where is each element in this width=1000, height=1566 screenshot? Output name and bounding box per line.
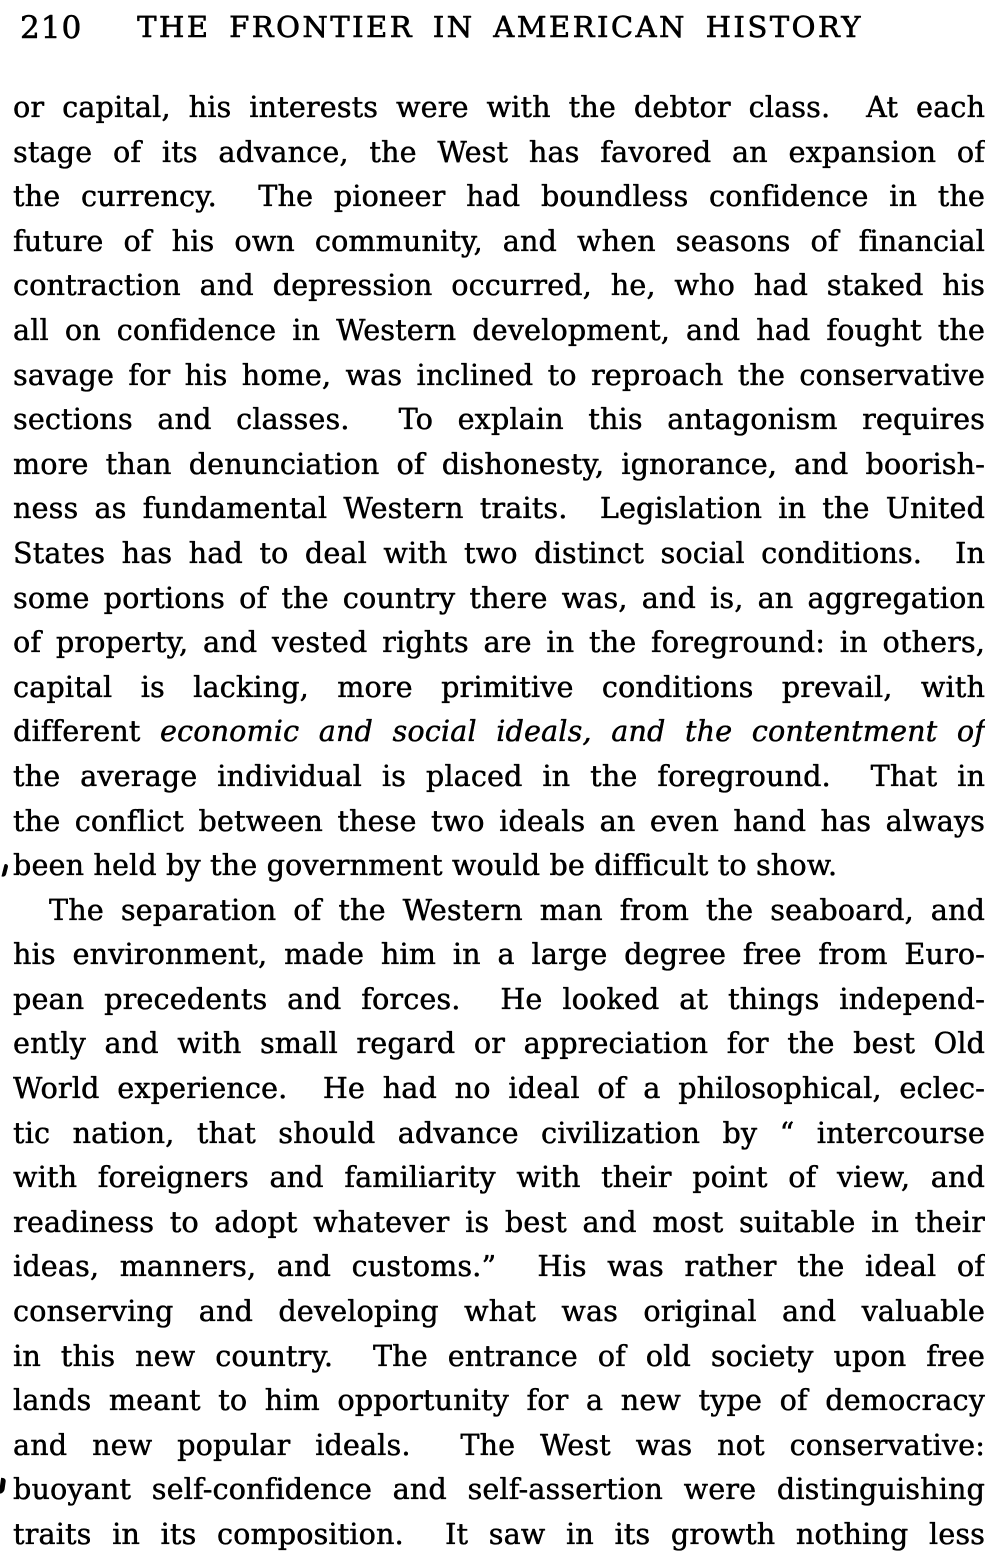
running-title: THE FRONTIER IN AMERICAN HISTORY	[137, 10, 863, 44]
paragraph	[13, 86, 985, 889]
text-run: conserving and developing what was original and valuable	[13, 1295, 985, 1329]
text-line	[13, 1513, 985, 1558]
text-line	[13, 1468, 985, 1513]
text-line	[13, 1290, 985, 1335]
text-run: all on confidence in Western development, and had fought the	[13, 313, 985, 347]
italic-text-run: economic and social ideals, and the contentment of	[159, 715, 985, 749]
text-line	[13, 978, 985, 1023]
text-line	[13, 889, 985, 934]
text-line	[13, 532, 985, 577]
text-run: and new popular ideals. The West was not conservative:	[13, 1428, 985, 1462]
text-line	[13, 175, 985, 220]
text-run: States has had to deal with two distinct social conditions. In	[13, 536, 985, 570]
text-run: different	[13, 715, 160, 749]
text-run: been held by the government would be difficult to show.	[13, 849, 838, 883]
text-run: of property, and vested rights are in the foreground: in others,	[13, 626, 985, 660]
text-run: World experience. He had no ideal of a philosophical, eclec-	[13, 1072, 985, 1106]
text-line	[13, 1379, 985, 1424]
text-run: or capital, his interests were with the debtor class. At each	[13, 91, 985, 124]
text-run: stage of its advance, the West has favored an expansion of	[13, 135, 985, 169]
text-run: buoyant self-confidence and self-assertion were distinguishing	[13, 1473, 985, 1507]
text-run: contraction and depression occurred, he, who had staked his	[13, 269, 985, 303]
ink-smudge	[1, 864, 8, 878]
page-number: 210	[20, 10, 83, 46]
text-line	[13, 666, 985, 711]
text-line	[13, 1067, 985, 1112]
text-run: sections and classes. To explain this antagonism requires	[13, 403, 985, 437]
text-run: with foreigners and familiarity with their point of view, and	[13, 1161, 985, 1195]
text-run: The separation of the Western man from the seaboard, and	[49, 893, 985, 927]
text-run: in this new country. The entrance of old society upon free	[13, 1339, 985, 1373]
paragraph	[13, 889, 985, 1558]
text-run: more than denunciation of dishonesty, ignorance, and boorish-	[13, 447, 985, 481]
text-run: lands meant to him opportunity for a new type of democracy	[13, 1384, 985, 1418]
text-line	[13, 1156, 985, 1201]
text-line	[13, 755, 985, 800]
text-line	[13, 1335, 985, 1380]
text-line	[13, 710, 985, 755]
text-line	[13, 577, 985, 622]
text-line	[13, 1201, 985, 1246]
text-line	[13, 354, 985, 399]
text-line	[13, 398, 985, 443]
text-line	[13, 443, 985, 488]
text-line	[13, 487, 985, 532]
text-line	[13, 800, 985, 845]
page-body	[13, 86, 985, 1558]
text-run: traits in its composition. It saw in its growth nothing less	[13, 1518, 985, 1551]
text-run: capital is lacking, more primitive conditions prevail, with	[13, 670, 985, 704]
text-run: the currency. The pioneer had boundless confidence in the	[13, 180, 985, 214]
text-line	[13, 309, 985, 354]
text-line	[13, 220, 985, 265]
ink-smudge	[0, 1478, 6, 1495]
text-line	[13, 1245, 985, 1290]
text-run: ently and with small regard or appreciation for the best Old	[13, 1027, 985, 1061]
text-line	[13, 844, 985, 889]
text-run: future of his own community, and when seasons of financial	[13, 224, 985, 258]
text-line	[13, 86, 985, 131]
text-run: the average individual is placed in the foreground. That in	[13, 759, 985, 793]
text-line	[13, 131, 985, 176]
text-run: pean precedents and forces. He looked at things independ-	[13, 982, 985, 1016]
text-run: the conflict between these two ideals an even hand has always	[13, 804, 985, 838]
text-run: some portions of the country there was, and is, an aggregation	[13, 581, 985, 615]
text-run: ness as fundamental Western traits. Legislation in the United	[13, 492, 985, 526]
text-line	[13, 933, 985, 978]
text-line	[13, 1112, 985, 1157]
text-run: savage for his home, was inclined to reproach the conservative	[13, 358, 985, 392]
text-run: readiness to adopt whatever is best and most suitable in their	[13, 1205, 985, 1239]
text-line	[13, 621, 985, 666]
text-run: his environment, made him in a large degree free from Euro-	[13, 938, 985, 972]
text-line	[13, 1424, 985, 1469]
page-header	[0, 0, 1000, 58]
text-line	[13, 264, 985, 309]
text-line	[13, 1022, 985, 1067]
text-run: tic nation, that should advance civilization by “ intercourse	[13, 1116, 985, 1150]
text-run: ideas, manners, and customs.” His was rather the ideal of	[13, 1250, 985, 1284]
